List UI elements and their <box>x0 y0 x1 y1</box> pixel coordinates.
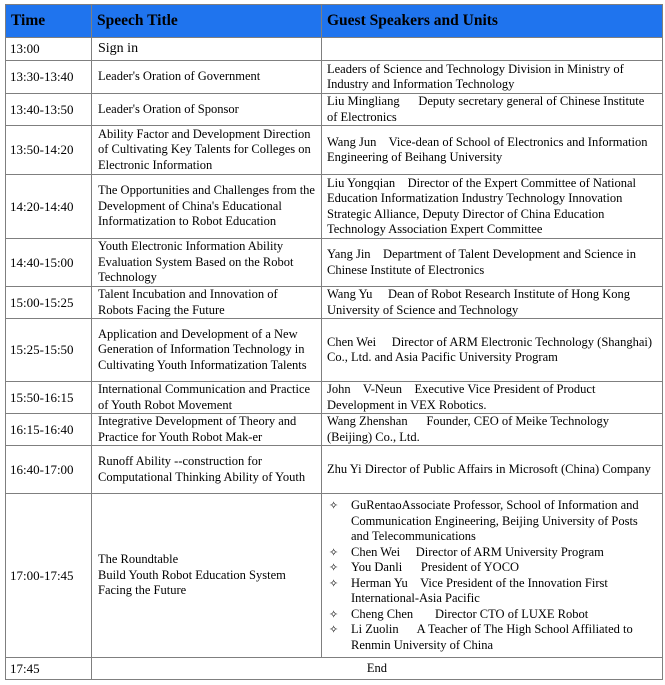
row-speakers: Wang Jun Vice-dean of School of Electronics and Information Engineering of Beihang University <box>322 126 663 175</box>
roundtable-row <box>6 494 663 658</box>
list-item <box>327 622 657 653</box>
speaker-text: Cheng Chen Director CTO of LUXE Robot <box>351 606 589 621</box>
row-speakers: Liu Yongqian Director of the Expert Committee of National Education Informatization Industry Technology Innovation Strategic Alliance, Deputy Director of China Education Technology Association Expert Committee <box>322 175 663 239</box>
table-row <box>6 61 663 94</box>
row-time: 17:45 <box>6 658 92 680</box>
row-title: Integrative Development of Theory and Practice for Youth Robot Mak-er <box>92 414 322 446</box>
row-speakers: Wang Yu Dean of Robot Research Institute of Hong Kong University of Science and Technology <box>322 287 663 319</box>
list-item <box>327 607 657 623</box>
row-title: Runoff Ability --construction for Computational Thinking Ability of Youth <box>92 446 322 494</box>
row-time: 16:15-16:40 <box>6 414 92 446</box>
list-item <box>327 545 657 561</box>
roundtable-speakers <box>322 494 663 658</box>
table-row <box>6 175 663 239</box>
sparkle-bullet-icon: ✧ <box>329 576 339 590</box>
row-speakers <box>322 38 663 61</box>
row-time: 15:00-15:25 <box>6 287 92 319</box>
table-row <box>6 126 663 175</box>
header-speech-title: Speech Title <box>92 5 322 38</box>
row-speakers: Zhu Yi Director of Public Affairs in Microsoft (China) Company <box>322 446 663 494</box>
row-time: 14:40-15:00 <box>6 239 92 287</box>
row-time: 16:40-17:00 <box>6 446 92 494</box>
end-label: End <box>92 658 663 680</box>
speaker-text: Li Zuolin A Teacher of The High School Affiliated to Renmin University of China <box>351 622 636 652</box>
header-time: Time <box>6 5 92 38</box>
table-row <box>6 446 663 494</box>
speaker-text: GuRentaoAssociate Professor, School of Information and Communication Engineering, Beijing University of Posts and Telecommunications <box>351 498 642 543</box>
table-row <box>6 414 663 446</box>
list-item <box>327 576 657 607</box>
row-speakers: Chen Wei Director of ARM Electronic Technology (Shanghai) Co., Ltd. and Asia Pacific University Program <box>322 319 663 382</box>
row-time: 13:50-14:20 <box>6 126 92 175</box>
header-speakers: Guest Speakers and Units <box>322 5 663 38</box>
table-row <box>6 287 663 319</box>
row-time: 13:00 <box>6 38 92 61</box>
agenda-table <box>5 4 663 680</box>
row-title: Youth Electronic Information Ability Evaluation System Based on the Robot Technology <box>92 239 322 287</box>
row-time: 13:40-13:50 <box>6 94 92 126</box>
sparkle-bullet-icon: ✧ <box>329 561 339 574</box>
row-title: Leader's Oration of Government <box>92 61 322 94</box>
list-item <box>327 560 657 576</box>
row-speakers: Liu Mingliang Deputy secretary general of Chinese Institute of Electronics <box>322 94 663 126</box>
row-title: Ability Factor and Development Direction of Cultivating Key Talents for Colleges on Electronic Information <box>92 126 322 175</box>
speaker-text: Herman Yu Vice President of the Innovation First International-Asia Pacific <box>351 575 611 605</box>
roundtable-title-line1: The Roundtable <box>98 552 179 567</box>
header-row <box>6 5 663 38</box>
end-row <box>6 658 663 680</box>
sparkle-bullet-icon: ✧ <box>329 499 339 512</box>
row-time: 14:20-14:40 <box>6 175 92 239</box>
table-row <box>6 239 663 287</box>
sparkle-bullet-icon: ✧ <box>329 545 339 559</box>
speaker-text: You Danli President of YOCO <box>351 560 520 574</box>
row-title: International Communication and Practice of Youth Robot Movement <box>92 382 322 414</box>
row-time: 15:50-16:15 <box>6 382 92 414</box>
row-speakers: Leaders of Science and Technology Division in Ministry of Industry and Information Technology <box>322 61 663 94</box>
table-row <box>6 382 663 414</box>
row-title: Leader's Oration of Sponsor <box>92 94 322 126</box>
row-speakers: Wang Zhenshan Founder, CEO of Meike Technology (Beijing) Co., Ltd. <box>322 414 663 446</box>
roundtable-title <box>92 494 322 658</box>
row-title: Talent Incubation and Innovation of Robots Facing the Future <box>92 287 322 319</box>
row-speakers: Yang Jin Department of Talent Development and Science in Chinese Institute of Electronics <box>322 239 663 287</box>
row-title: Sign in <box>92 38 322 61</box>
row-title: The Opportunities and Challenges from the Development of China's Educational Informatization to Robot Education <box>92 175 322 239</box>
table-row <box>6 319 663 382</box>
row-time: 13:30-13:40 <box>6 61 92 94</box>
speaker-text: Chen Wei Director of ARM University Program <box>351 544 604 559</box>
row-speakers: John V-Neun Executive Vice President of Product Development in VEX Robotics. <box>322 382 663 414</box>
sparkle-bullet-icon: ✧ <box>329 623 339 636</box>
table-row <box>6 38 663 61</box>
table-row <box>6 94 663 126</box>
roundtable-speaker-list <box>327 498 657 653</box>
sparkle-bullet-icon: ✧ <box>329 607 339 621</box>
roundtable-title-line2: Build Youth Robot Education System Facing the Future <box>98 567 286 598</box>
row-time: 17:00-17:45 <box>6 494 92 658</box>
list-item <box>327 498 657 545</box>
row-title: Application and Development of a New Generation of Information Technology in Cultivating Youth Informatization Talents <box>92 319 322 382</box>
row-time: 15:25-15:50 <box>6 319 92 382</box>
